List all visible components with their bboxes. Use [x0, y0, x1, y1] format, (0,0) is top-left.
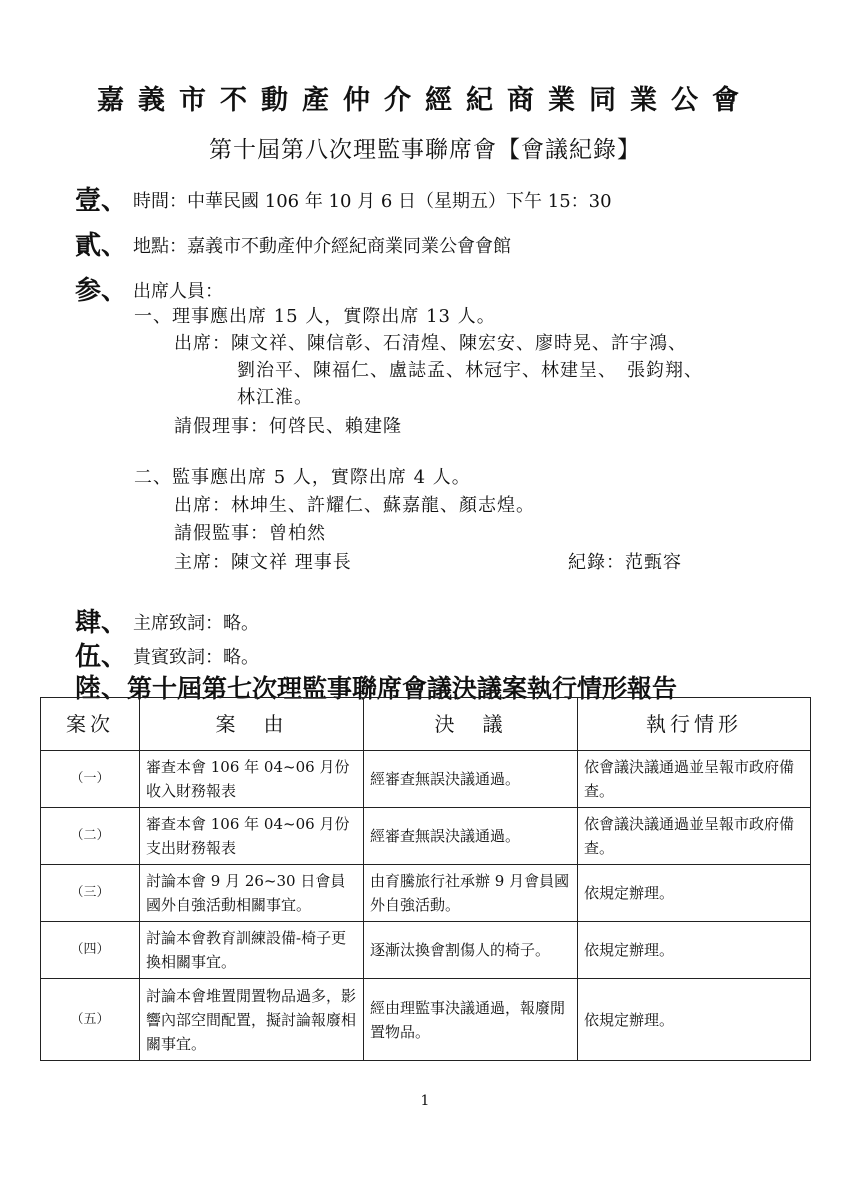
- section-text: 貴賓致詞：略。: [133, 647, 260, 668]
- resolution-cell: 由育騰旅行社承辦 9 月會員國外自強活動。: [364, 865, 578, 922]
- section-number: 参、: [75, 276, 128, 306]
- resolution-cell: 逐漸汰換會割傷人的椅子。: [364, 922, 578, 979]
- section-text: 出席人員：: [133, 281, 224, 302]
- column-header-status: 執行情形: [578, 698, 811, 751]
- status-cell: 依規定辦理。: [578, 922, 811, 979]
- case-no-cell: （五）: [41, 979, 140, 1061]
- case-no-cell: （二）: [41, 808, 140, 865]
- section-text: 時間：中華民國 106 年 10 月 6 日（星期五）下午 15：30: [133, 191, 612, 212]
- section-number: 肆、: [75, 608, 128, 638]
- status-cell: 依規定辦理。: [578, 979, 811, 1061]
- reason-cell: 審查本會 106 年 04~06 月份收入財務報表: [140, 751, 364, 808]
- status-cell: 依會議決議通過並呈報市政府備查。: [578, 751, 811, 808]
- directors-attend-line1: 出席：陳文祥、陳信彰、石清煌、陳宏安、廖時晃、許宇鴻、: [174, 333, 687, 354]
- column-header-reason: 案 由: [140, 698, 364, 751]
- case-no-cell: （四）: [41, 922, 140, 979]
- case-no-cell: （一）: [41, 751, 140, 808]
- directors-summary: 一、理事應出席 15 人，實際出席 13 人。: [134, 306, 496, 327]
- section-number: 壹、: [75, 186, 128, 216]
- status-cell: 依規定辦理。: [578, 865, 811, 922]
- supervisors-attend: 出席：林坤生、許耀仁、蘇嘉龍、顏志煌。: [174, 495, 535, 516]
- resolution-report-table: [40, 697, 811, 1061]
- table-row: [41, 865, 811, 922]
- table-row: [41, 979, 811, 1061]
- section-number: 伍、: [75, 642, 128, 672]
- table-header-row: [41, 698, 811, 751]
- section-location: [75, 225, 511, 262]
- directors-leave: 請假理事：何啓民、賴建隆: [174, 416, 402, 437]
- section-text: 地點：嘉義市不動產仲介經紀商業同業公會會館: [133, 236, 512, 257]
- column-header-resolution: 決 議: [364, 698, 578, 751]
- resolution-cell: 經審查無誤決議通過。: [364, 808, 578, 865]
- chairperson: 主席：陳文祥 理事長: [174, 552, 352, 573]
- table-row: [41, 922, 811, 979]
- reason-cell: 審查本會 106 年 04~06 月份支出財務報表: [140, 808, 364, 865]
- directors-attend-line3: 林江淮。: [237, 387, 313, 408]
- supervisors-leave: 請假監事：曾柏然: [174, 523, 326, 544]
- table-row: [41, 751, 811, 808]
- table-row: [41, 808, 811, 865]
- recorder: 紀錄：范甄容: [568, 552, 682, 573]
- page-number: 1: [420, 1093, 430, 1109]
- resolution-cell: 經由理監事決議通過，報廢閒置物品。: [364, 979, 578, 1061]
- reason-cell: 討論本會教育訓練設備-椅子更換相關事宜。: [140, 922, 364, 979]
- resolution-cell: 經審查無誤決議通過。: [364, 751, 578, 808]
- supervisors-summary: 二、監事應出席 5 人，實際出席 4 人。: [134, 467, 471, 488]
- directors-attend-line2: 劉治平、陳福仁、盧誌孟、林冠宇、林建呈、 張鈞翔、: [237, 360, 703, 381]
- section-chair-speech: [75, 602, 259, 639]
- column-header-case-no: 案次: [41, 698, 140, 751]
- reason-cell: 討論本會 9 月 26~30 日會員國外自強活動相關事宜。: [140, 865, 364, 922]
- status-cell: 依會議決議通過並呈報市政府備查。: [578, 808, 811, 865]
- section-number: 貳、: [75, 231, 128, 261]
- meeting-title: 第十屆第八次理監事聯席會【會議紀錄】: [209, 137, 641, 163]
- section-time: [75, 180, 612, 217]
- section-number: 陸、: [75, 674, 128, 704]
- section-text: 主席致詞：略。: [133, 613, 260, 634]
- case-no-cell: （三）: [41, 865, 140, 922]
- section-text: 第十屆第七次理監事聯席會議決議案執行情形報告: [127, 674, 678, 703]
- org-title: 嘉義市不動產仲介經紀商業同業公會: [97, 85, 753, 116]
- reason-cell: 討論本會堆置閒置物品過多，影響內部空間配置，擬討論報廢相關事宜。: [140, 979, 364, 1061]
